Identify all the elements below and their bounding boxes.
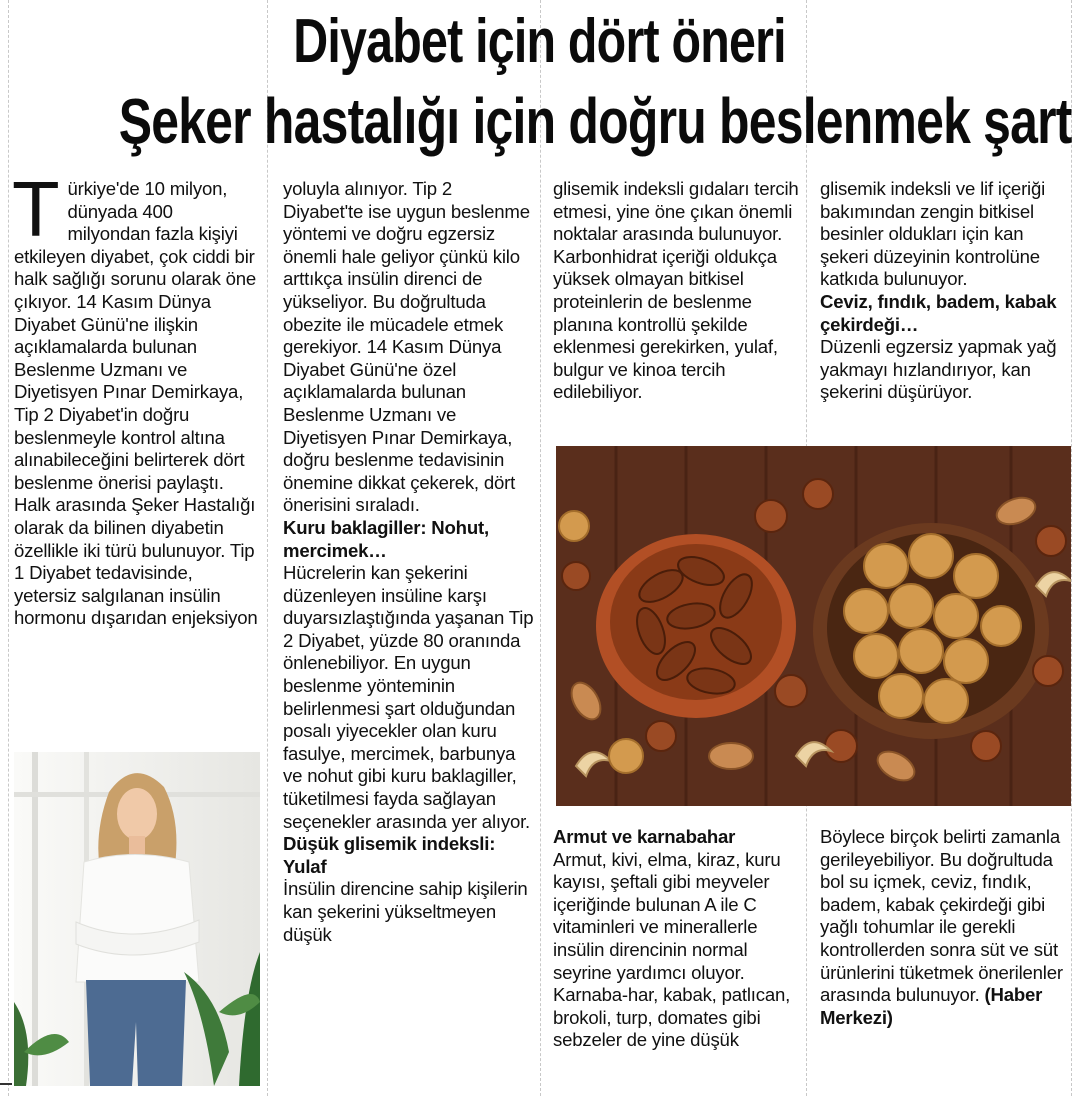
news-credit: (Haber Merkezi) bbox=[820, 984, 1043, 1028]
closing-paragraph: Böylece birçok belirti zamanla gerileyebiliyor. Bu doğrultuda bol su içmek, ceviz, fındık, badem, kabak çekirdeği gibi yağlı tohumlar ile gerekli kontrollerden sonra süt ve süt ürünlerini tüketmek önerilenler arasında bulunuyor. (Haber Merkezi) bbox=[820, 826, 1063, 1028]
headline-sub: Şeker hastalığı için doğru beslenmek şart bbox=[118, 85, 1072, 157]
subheading-legumes: Kuru baklagiller: Nohut, mercimek… bbox=[283, 516, 489, 561]
headline-main: Diyabet için dört öneri bbox=[293, 7, 786, 76]
photo-nuts bbox=[556, 446, 1071, 806]
photo-dietitian bbox=[14, 752, 260, 1086]
column-rule bbox=[267, 0, 268, 1096]
column-rule bbox=[8, 0, 9, 1096]
column-rule bbox=[540, 0, 541, 1096]
bottom-rule bbox=[0, 1083, 12, 1085]
paragraph: İnsülin direncine sahip kişilerin kan şekerini yükseltmeyen düşük bbox=[283, 878, 528, 945]
article-column-3-lower bbox=[553, 826, 803, 1052]
article-column-4-lower bbox=[820, 826, 1070, 1029]
intro-paragraph: Türkiye'de 10 milyon, dünyada 400 milyondan fazla kişiyi etkileyen diyabet, çok ciddi bir halk sağlığı sorunu olarak öne çıkıyor. 14 Kasım Dünya Diyabet Günü'ne ilişkin açıklamalarda bulunan Beslenme Uzmanı ve Diyetisyen Pınar Demirkaya, Tip 2 Diyabet'in doğru beslenmeyle kontrol altına alınabileceğini belirterek dört beslenme önerisi paylaştı. bbox=[12, 165, 257, 493]
article-column-4 bbox=[820, 178, 1070, 404]
paragraph: glisemik indeksli gıdaları tercih etmesi, yine öne çıkan önemli noktalar arasında bulunuyor. Karbonhidrat içeriği oldukça yüksek olmayan bitkisel proteinlerin de beslenme planına kontrollü şekilde eklenmesi gerekirken, yulaf, bulgur ve kinoa tercih edilebiliyor. bbox=[553, 178, 799, 403]
paragraph: Armut, kivi, elma, kiraz, kuru kayısı, şeftali gibi meyveler içeriğinde bulunan A ile C vitaminleri ve minerallerle insülin direncinin normal seyrine yardımcı oluyor. Karnaba-har, kabak, patlıcan, brokoli, turp, domates gibi sebzeler de yine düşük bbox=[553, 848, 791, 1051]
paragraph: Düzenli egzersiz yapmak yağ yakmayı hızlandırıyor, kan şekerini düşürüyor. bbox=[820, 336, 1057, 403]
paragraph: Hücrelerin kan şekerini düzenleyen insüline karşı duyarsızlaştığında yaşanan Tip 2 Diyabet, yüzde 80 oranında önlenebiliyor. En uygun beslenme yönteminin belirlenmesi şart olduğundan posalı yiyecekler olan kuru fasulye, mercimek, barbunya ve nohut gibi kuru baklagiller, tüketilmesi fayda sağlayan seçenekler arasında yer alıyor. bbox=[283, 562, 534, 832]
drop-cap: T bbox=[12, 165, 60, 253]
article-column-2 bbox=[283, 178, 535, 946]
subheading-pear-cauliflower: Armut ve karnabahar bbox=[553, 826, 736, 847]
article-column-3 bbox=[553, 178, 803, 404]
column-rule bbox=[1071, 0, 1072, 1096]
paragraph: yoluyla alınıyor. Tip 2 Diyabet'te ise uygun beslenme yöntemi ve doğru egzersiz önemli hale geliyor çünkü kilo arttıkça insülin direnci de yükseliyor. Bu doğrultuda obezite ile mücadele etmek gerekiyor. 14 Kasım Dünya Diyabet Günü'ne özel açıklamalarda bulunan Beslenme Uzmanı ve Diyetisyen Pınar Demirkaya, doğru beslenme tedavisinin önemine dikkat çekerek, dört önerisini sıraladı. bbox=[283, 178, 530, 516]
subheading-oats: Düşük glisemik indeksli: Yulaf bbox=[283, 833, 496, 877]
subheading-nuts: Ceviz, fındık, badem, kabak çekirdeği… bbox=[820, 290, 1057, 335]
paragraph: glisemik indeksli ve lif içeriği bakımından zengin bitkisel besinler oldukları için kan şekeri düzeyinin kontrolüne katkıda bulunuyor. bbox=[820, 178, 1046, 290]
paragraph: Halk arasında Şeker Hastalığı olarak da bilinen diyabetin özellikle iki türü bulunuyor. Tip 1 Diyabet tedavisinde, yetersiz salgılanan insülin hormonu dışarıdan enjeksiyon bbox=[14, 494, 258, 629]
article-column-1 bbox=[12, 165, 259, 630]
